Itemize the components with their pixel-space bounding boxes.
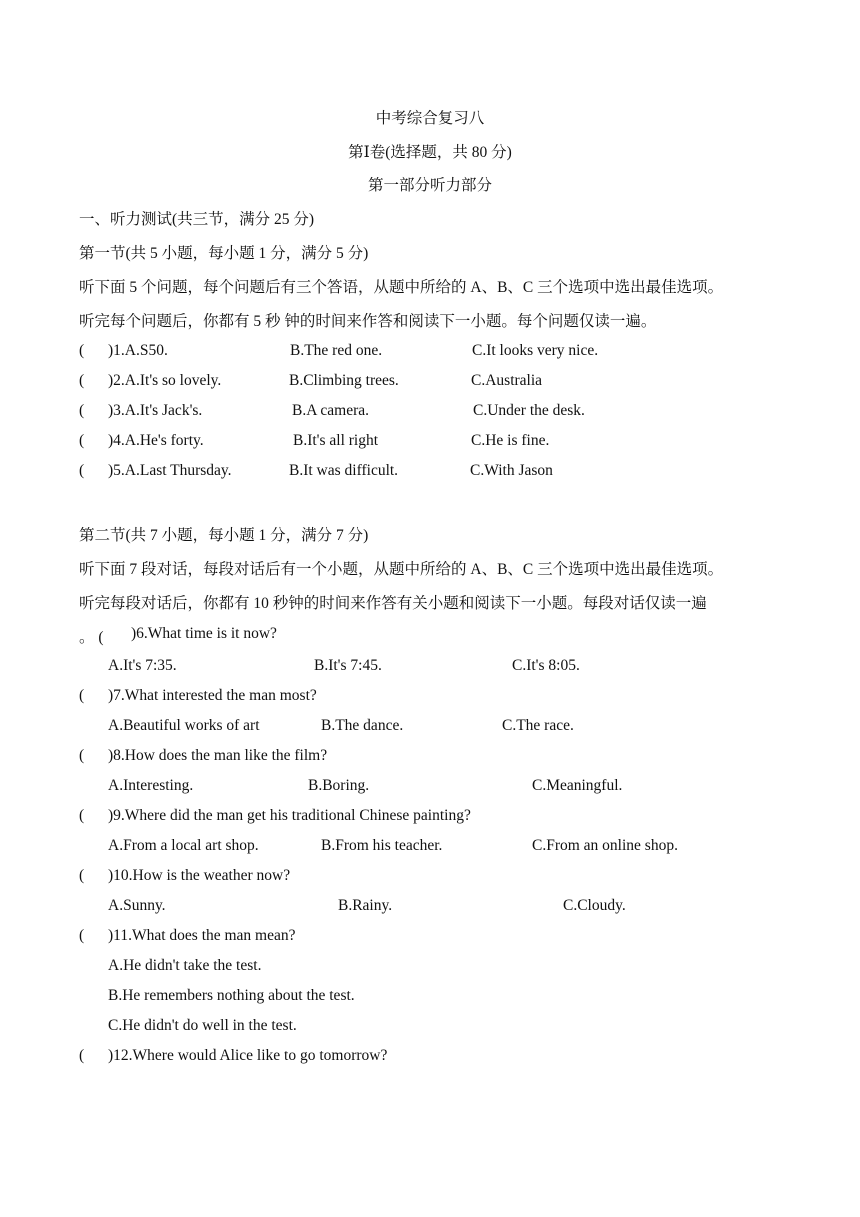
- question-9-option-c: C.From an online shop.: [532, 837, 678, 854]
- question-11-option-a: A.He didn't take the test.: [108, 957, 262, 974]
- question-7-text: )7.What interested the man most?: [108, 687, 317, 704]
- question-7-option-c: C.The race.: [502, 717, 574, 734]
- question-10-option-b: B.Rainy.: [338, 897, 393, 914]
- question-7-option-b: B.The dance.: [321, 717, 404, 734]
- question-6-text: )6.What time is it now?: [131, 625, 277, 642]
- question-5-option-a: )5.A.Last Thursday.: [108, 462, 232, 479]
- question-8-option-c: C.Meaningful.: [532, 777, 623, 794]
- question-11-option-c: C.He didn't do well in the test.: [108, 1017, 297, 1034]
- section1-instruction-2: 听完每个问题后，你都有 5 秒 钟的时间来作答和阅读下一小题。每个问题仅读一遍。: [79, 313, 657, 330]
- answer-paren: (: [79, 867, 85, 884]
- question-9-option-b: B.From his teacher.: [321, 837, 443, 854]
- question-6-option-c: C.It's 8:05.: [512, 657, 580, 674]
- question-10-text: )10.How is the weather now?: [108, 867, 291, 884]
- answer-paren: (: [79, 807, 85, 824]
- question-11-option-b: B.He remembers nothing about the test.: [108, 987, 355, 1004]
- section2-instruction-1: 听下面 7 段对话，每段对话后有一个小题，从题中所给的 A、B、C 三个选项中选出最佳选项。: [79, 561, 724, 578]
- answer-paren: (: [79, 462, 85, 479]
- page-title: 中考综合复习八: [375, 110, 485, 127]
- question-4-option-c: C.He is fine.: [471, 432, 550, 449]
- answer-paren: (: [79, 687, 85, 704]
- question-7-option-a: A.Beautiful works of art: [108, 717, 260, 734]
- question-10-option-a: A.Sunny.: [108, 897, 166, 914]
- answer-paren: (: [79, 1047, 85, 1064]
- question-6-prefix: 。 (: [79, 629, 104, 646]
- question-3-option-a: )3.A.It's Jack's.: [108, 402, 203, 419]
- question-3-option-b: B.A camera.: [292, 402, 370, 419]
- answer-paren: (: [79, 402, 85, 419]
- question-9-text: )9.Where did the man get his traditional Chinese painting?: [108, 807, 471, 824]
- volume-heading: 第Ⅰ卷(选择题，共 80 分): [348, 144, 512, 161]
- answer-paren: (: [79, 372, 85, 389]
- section1-heading: 第一节(共 5 小题，每小题 1 分，满分 5 分): [79, 245, 369, 262]
- section2-instruction-2: 听完每段对话后，你都有 10 秒钟的时间来作答有关小题和阅读下一小题。每段对话仅读一遍: [79, 595, 707, 612]
- section2-heading: 第二节(共 7 小题，每小题 1 分，满分 7 分): [79, 527, 369, 544]
- question-5-option-b: B.It was difficult.: [289, 462, 399, 479]
- question-10-option-c: C.Cloudy.: [563, 897, 626, 914]
- question-4-option-a: )4.A.He's forty.: [108, 432, 204, 449]
- part-heading: 第一部分听力部分: [367, 177, 492, 194]
- question-1-option-a: )1.A.S50.: [108, 342, 168, 359]
- question-1-option-b: B.The red one.: [290, 342, 383, 359]
- question-8-text: )8.How does the man like the film?: [108, 747, 328, 764]
- question-2-option-b: B.Climbing trees.: [289, 372, 399, 389]
- answer-paren: (: [79, 927, 85, 944]
- question-4-option-b: B.It's all right: [293, 432, 379, 449]
- question-11-text: )11.What does the man mean?: [108, 927, 296, 944]
- question-5-option-c: C.With Jason: [470, 462, 553, 479]
- question-6-option-b: B.It's 7:45.: [314, 657, 382, 674]
- question-3-option-c: C.Under the desk.: [473, 402, 585, 419]
- question-12-text: )12.Where would Alice like to go tomorrow?: [108, 1047, 388, 1064]
- question-1-option-c: C.It looks very nice.: [472, 342, 599, 359]
- answer-paren: (: [79, 747, 85, 764]
- question-8-option-a: A.Interesting.: [108, 777, 194, 794]
- question-2-option-c: C.Australia: [471, 372, 543, 389]
- question-9-option-a: A.From a local art shop.: [108, 837, 259, 854]
- answer-paren: (: [79, 342, 85, 359]
- section1-instruction-1: 听下面 5 个问题，每个问题后有三个答语，从题中所给的 A、B、C 三个选项中选出最佳选项。: [79, 279, 724, 296]
- question-6-option-a: A.It's 7:35.: [108, 657, 177, 674]
- section-main-heading: 一、听力测试(共三节，满分 25 分): [79, 211, 315, 228]
- question-2-option-a: )2.A.It's so lovely.: [108, 372, 222, 389]
- question-8-option-b: B.Boring.: [308, 777, 370, 794]
- answer-paren: (: [79, 432, 85, 449]
